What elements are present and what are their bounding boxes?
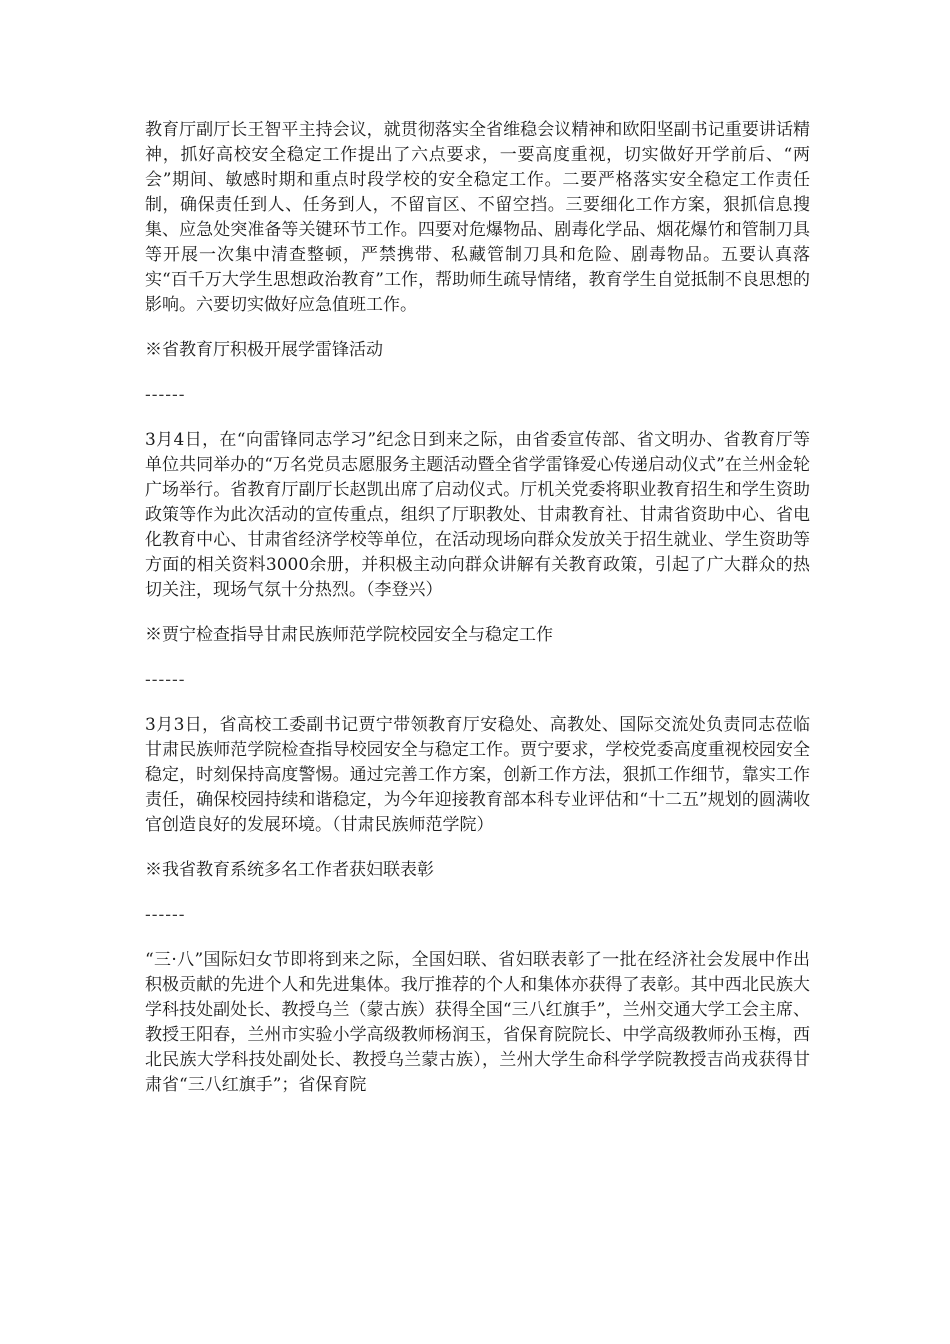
paragraph-lei-feng-activity: 3月4日，在“向雷锋同志学习”纪念日到来之际，由省委宣传部、省文明办、省教育厅等单位共同举办的“万名党员志愿服务主题活动暨全省学雷锋爱心传递启动仪式”在兰州金轮广场举行。省教育厅副厅长赵凯出席了启动仪式。厅机关党委将职业教育招生和学生资助政策等作为此次活动的宣传重点，组织了厅职教处、甘肃教育社、甘肃省资助中心、省电化教育中心、甘肃省经济学校等单位，在活动现场向群众发放关于招生就业、学生资助等方面的相关资料3000余册，并积极主动向群众讲解有关教育政策，引起了广大群众的热切关注，现场气氛十分热烈。（李登兴） — [145, 430, 810, 600]
section-divider: ------ — [145, 905, 186, 925]
paragraph-meeting-requirements: 教育厅副厅长王智平主持会议，就贯彻落实全省维稳会议精神和欧阳坚副书记重要讲话精神，抓好高校安全稳定工作提出了六点要求，一要高度重视，切实做好开学前后、“两会”期间、敏感时期和重点时段学校的安全稳定工作。二要严格落实安全稳定工作责任制，确保责任到人、任务到人，不留盲区、不留空挡。三要细化工作方案，狠抓信息搜集、应急处突准备等关键环节工作。四要对危爆物品、剧毒化学品、烟花爆竹和管制刀具等开展一次集中清查整顿，严禁携带、私藏管制刀具和危险、剧毒物品。五要认真落实“百千万大学生思想政治教育”工作，帮助师生疏导情绪，教育学生自觉抵制不良思想的影响。六要切实做好应急值班工作。 — [145, 120, 810, 315]
section-divider: ------ — [145, 385, 186, 405]
paragraph-womens-federation-award: “三·八”国际妇女节即将到来之际，全国妇联、省妇联表彰了一批在经济社会发展中作出积极贡献的先进个人和先进集体。我厅推荐的个人和集体亦获得了表彰。其中西北民族大学科技处副处长、教授乌兰（蒙古族）获得全国“三八红旗手”，兰州交通大学工会主席、教授王阳春，兰州市实验小学高级教师杨润玉，省保育院院长、中学高级教师孙玉梅，西北民族大学科技处副处长、教授乌兰蒙古族），兰州大学生命科学学院教授吉尚戎获得甘肃省“三八红旗手”；省保育院 — [145, 950, 810, 1095]
section-divider: ------ — [145, 670, 186, 690]
document-page — [145, 118, 810, 1118]
heading-campus-safety-inspection: ※贾宁检查指导甘肃民族师范学院校园安全与稳定工作 — [145, 625, 553, 645]
paragraph-campus-safety-inspection: 3月3日，省高校工委副书记贾宁带领教育厅安稳处、高教处、国际交流处负责同志莅临甘肃民族师范学院检查指导校园安全与稳定工作。贾宁要求，学校党委高度重视校园安全稳定，时刻保持高度警惕。通过完善工作方案，创新工作方法，狠抓工作细节，靠实工作责任，确保校园持续和谐稳定，为今年迎接教育部本科专业评估和“十二五”规划的圆满收官创造良好的发展环境。（甘肃民族师范学院） — [145, 715, 810, 835]
heading-lei-feng-activity: ※省教育厅积极开展学雷锋活动 — [145, 340, 383, 360]
heading-womens-federation-award: ※我省教育系统多名工作者获妇联表彰 — [145, 860, 434, 880]
